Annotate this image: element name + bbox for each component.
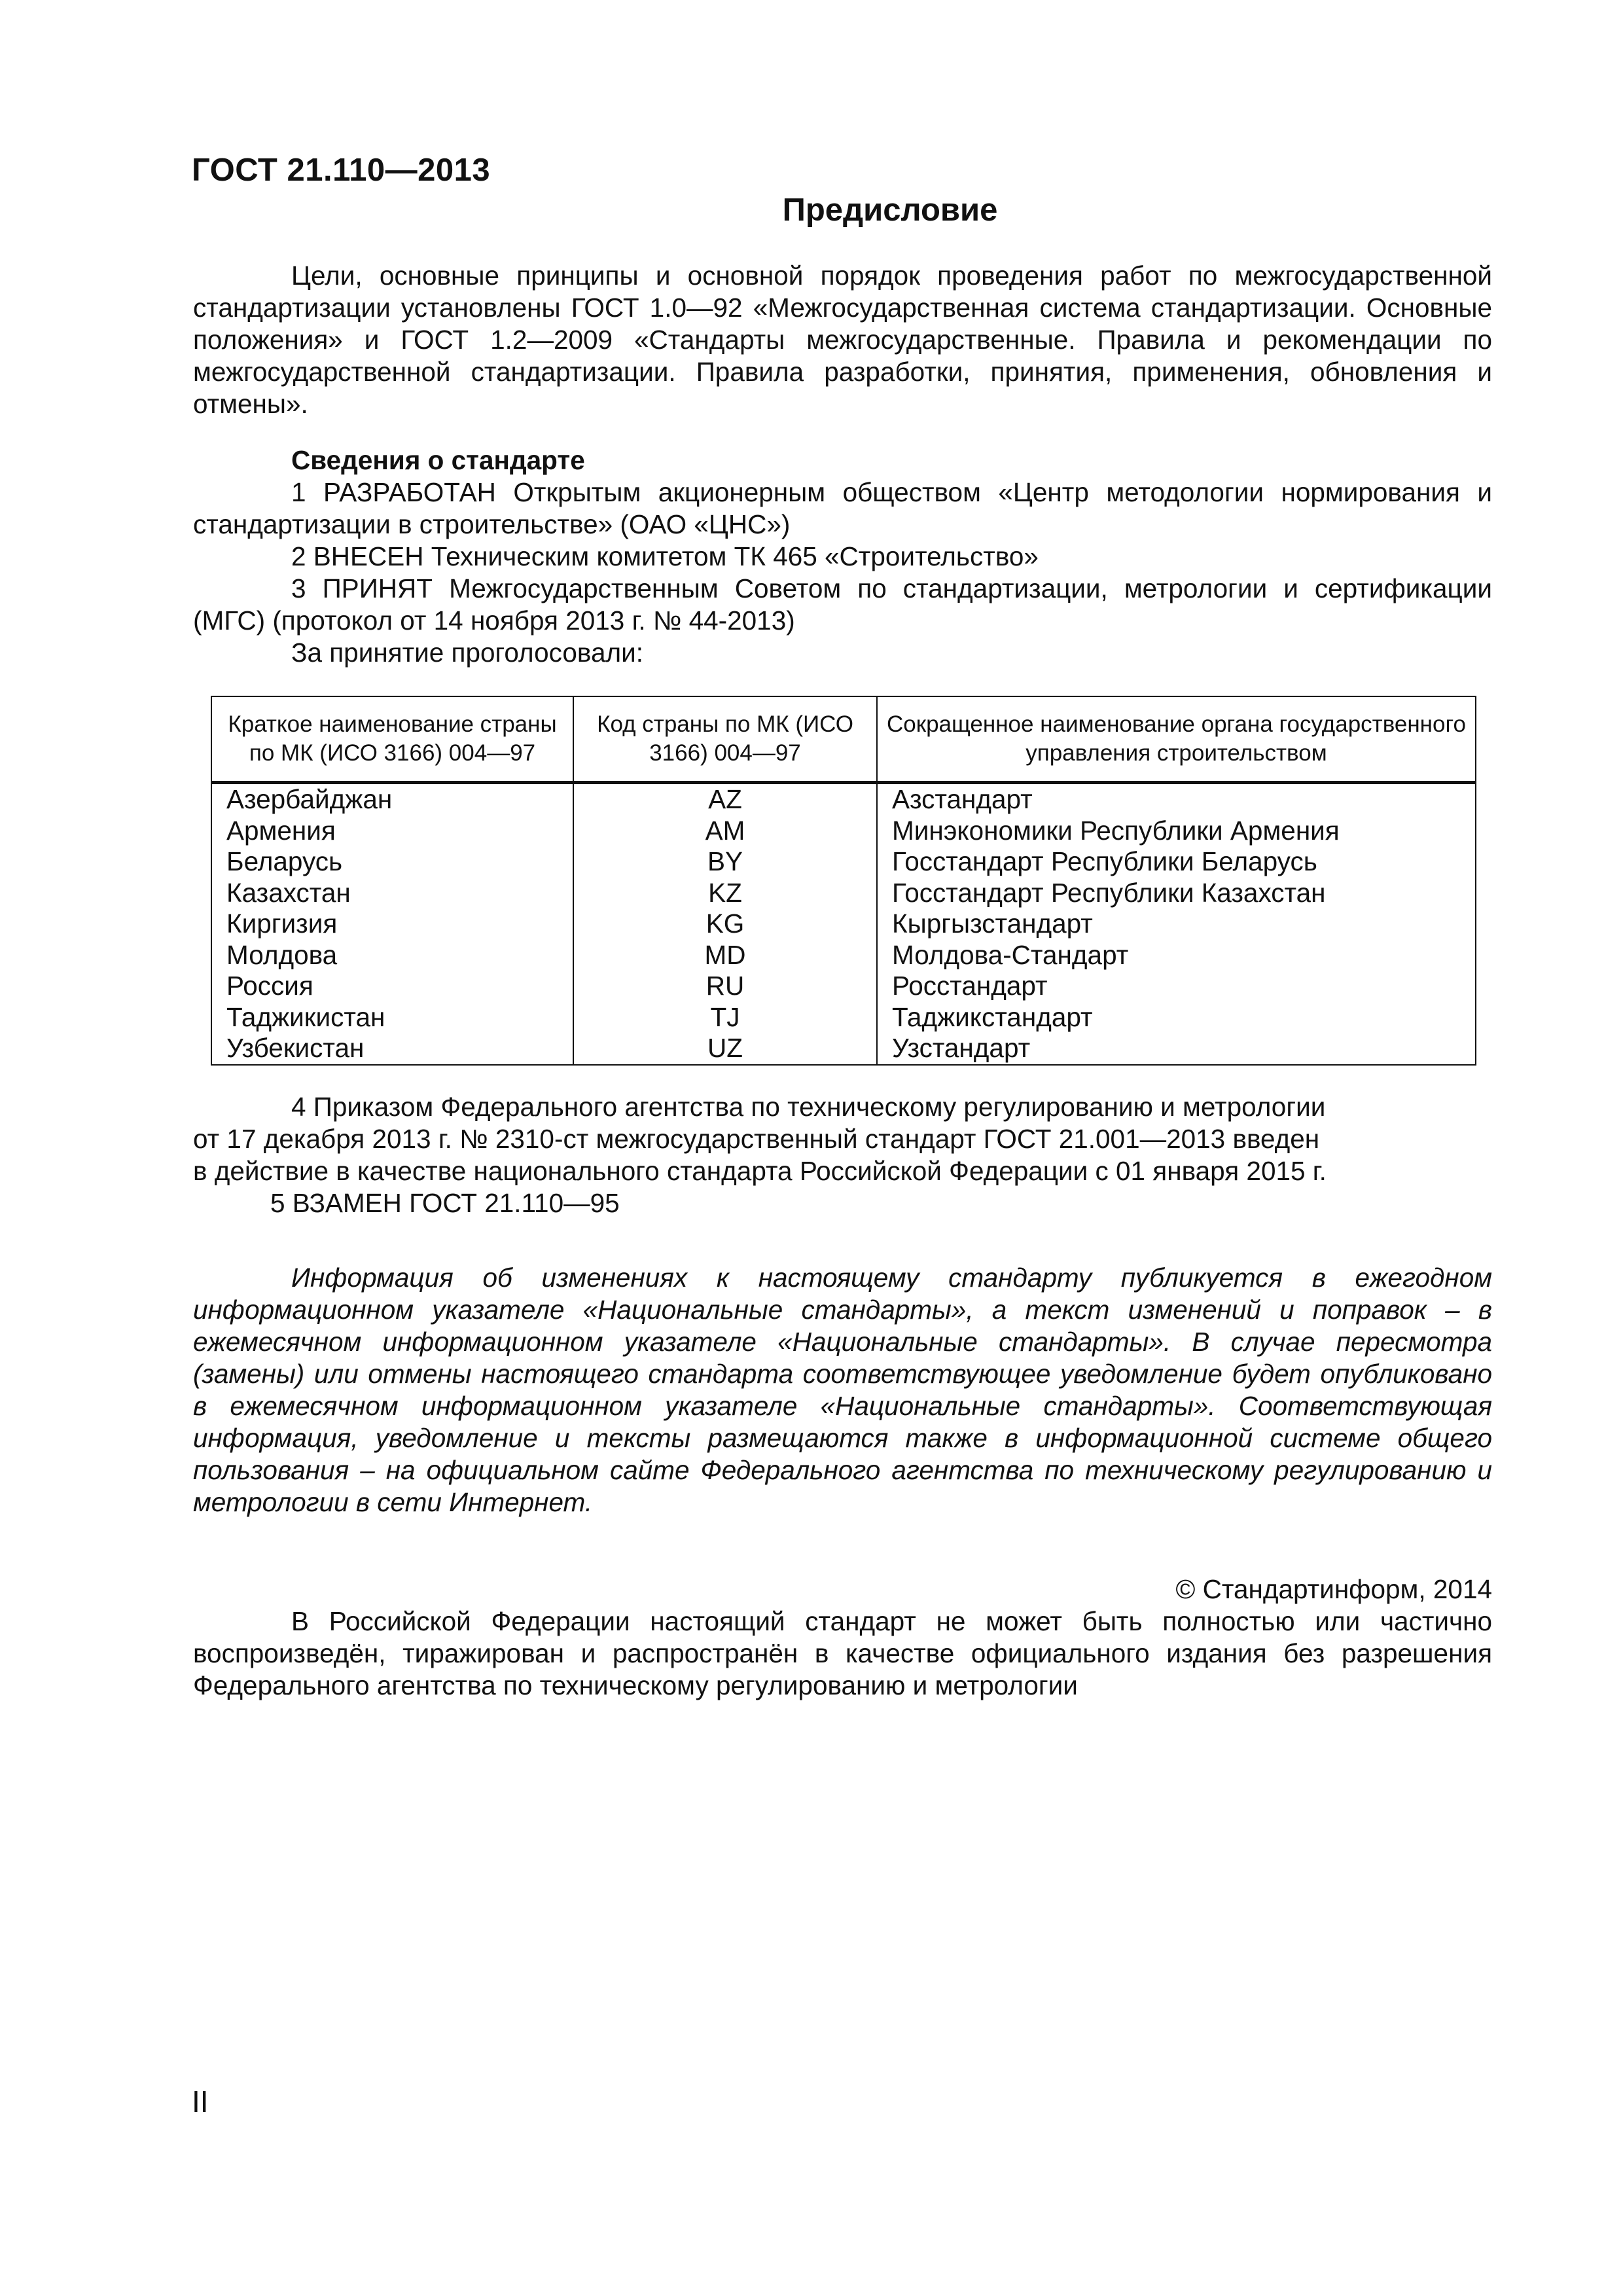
code-cell: TJ	[573, 1002, 877, 1033]
code-cell: AZ	[573, 783, 877, 816]
authority-cell: Минэкономики Республики Армения	[877, 816, 1476, 847]
country-cell: Армения	[211, 816, 573, 847]
code-cell: UZ	[573, 1033, 877, 1065]
column-header-country: Краткое наименование страны по МК (ИСО 3166) 004—97	[211, 696, 573, 783]
country-cell: Азербайджан	[211, 783, 573, 816]
country-cell: Киргизия	[211, 908, 573, 940]
info-item-1-line-2: стандартизации в строительстве» (ОАО «ЦНС»)	[193, 509, 791, 539]
intro-paragraph: Цели, основные принципы и основной порядок проведения работ по межгосударственной стандартизации установлены ГОСТ 1.0—92 «Межгосударственная система стандартизации. Основные положения» и ГОСТ 1.2—2009 «Стандарты межгосударственные. Правила и рекомендации по межгосударственной стандартизации. Правила разработки, принятия, применения, обновления и отмены».	[193, 260, 1492, 419]
table-row	[211, 846, 1476, 878]
column-header-code: Код страны по МК (ИСО 3166) 004—97	[573, 696, 877, 783]
info-item-1-line-1: 1 РАЗРАБОТАН Открытым акционерным обществом «Центр методологии нормирования и	[291, 477, 1492, 507]
info-item-3-line-2: (МГС) (протокол от 14 ноября 2013 г. № 44-2013)	[193, 605, 795, 636]
authority-cell: Азстандарт	[877, 783, 1476, 816]
authority-cell: Кыргызстандарт	[877, 908, 1476, 940]
copyright: © Стандартинформ, 2014	[1175, 1574, 1492, 1604]
item-5: 5 ВЗАМЕН ГОСТ 21.110—95	[270, 1188, 620, 1218]
country-cell: Узбекистан	[211, 1033, 573, 1065]
item-4-line-1: 4 Приказом Федерального агентства по техническому регулированию и метрологии	[291, 1092, 1326, 1122]
authority-cell: Госстандарт Республики Беларусь	[877, 846, 1476, 878]
table-row	[211, 816, 1476, 847]
item-4-line-3: в действие в качестве национального стандарта Российской Федерации с 01 января 2015 г.	[193, 1156, 1327, 1186]
code-cell: BY	[573, 846, 877, 878]
change-notice: Информация об изменениях к настоящему стандарту публикуется в ежегодном информационном указателе «Национальные стандарты», а текст изменений и поправок – в ежемесячном информационном указателе «Национальные стандарты». В случае пересмотра (замены) или отмены настоящего стандарта соответствующее уведомление будет опубликовано в ежемесячном информационном указателе «Национальные стандарты». Соответствующая информация, уведомление и тексты размещаются также в информационной системе общего пользования – на официальном сайте Федерального агентства по техническому регулированию и метрологии в сети Интернет.	[193, 1263, 1492, 1517]
country-cell: Казахстан	[211, 878, 573, 909]
voted-label: За принятие проголосовали:	[291, 637, 643, 668]
code-cell: MD	[573, 940, 877, 971]
table-row	[211, 1033, 1476, 1065]
table-header-row	[211, 696, 1476, 783]
authority-cell: Узстандарт	[877, 1033, 1476, 1065]
table-row	[211, 1002, 1476, 1033]
voting-table	[211, 696, 1476, 1066]
code-cell: KZ	[573, 878, 877, 909]
item-4-line-2: от 17 декабря 2013 г. № 2310-ст межгосударственный стандарт ГОСТ 21.001—2013 введен	[193, 1124, 1320, 1154]
country-cell: Молдова	[211, 940, 573, 971]
authority-cell: Молдова-Стандарт	[877, 940, 1476, 971]
table-row	[211, 878, 1476, 909]
info-item-3-line-1: 3 ПРИНЯТ Межгосударственным Советом по стандартизации, метрологии и сертификации	[291, 573, 1492, 603]
info-item-2: 2 ВНЕСЕН Техническим комитетом ТК 465 «Строительство»	[291, 541, 1039, 571]
info-heading: Сведения о стандарте	[291, 445, 585, 475]
table-row	[211, 908, 1476, 940]
document-code: ГОСТ 21.110—2013	[192, 152, 491, 188]
authority-cell: Таджикстандарт	[877, 1002, 1476, 1033]
column-header-authority: Сокращенное наименование органа государственного управления строительством	[877, 696, 1476, 783]
code-cell: RU	[573, 971, 877, 1002]
table-row	[211, 783, 1476, 816]
table-row	[211, 971, 1476, 1002]
country-cell: Таджикистан	[211, 1002, 573, 1033]
code-cell: KG	[573, 908, 877, 940]
page-number: II	[192, 2085, 209, 2119]
info-item-1	[193, 476, 1492, 541]
code-cell: AM	[573, 816, 877, 847]
authority-cell: Росстандарт	[877, 971, 1476, 1002]
country-cell: Беларусь	[211, 846, 573, 878]
country-cell: Россия	[211, 971, 573, 1002]
table-row	[211, 940, 1476, 971]
info-item-3	[193, 573, 1492, 637]
page-title: Предисловие	[782, 192, 998, 228]
rights-notice: В Российской Федерации настоящий стандарт не может быть полностью или частично воспроизведён, тиражирован и распространён в качестве официального издания без разрешения Федерального агентства по техническому регулированию и метрологии	[193, 1606, 1492, 1700]
authority-cell: Госстандарт Республики Казахстан	[877, 878, 1476, 909]
